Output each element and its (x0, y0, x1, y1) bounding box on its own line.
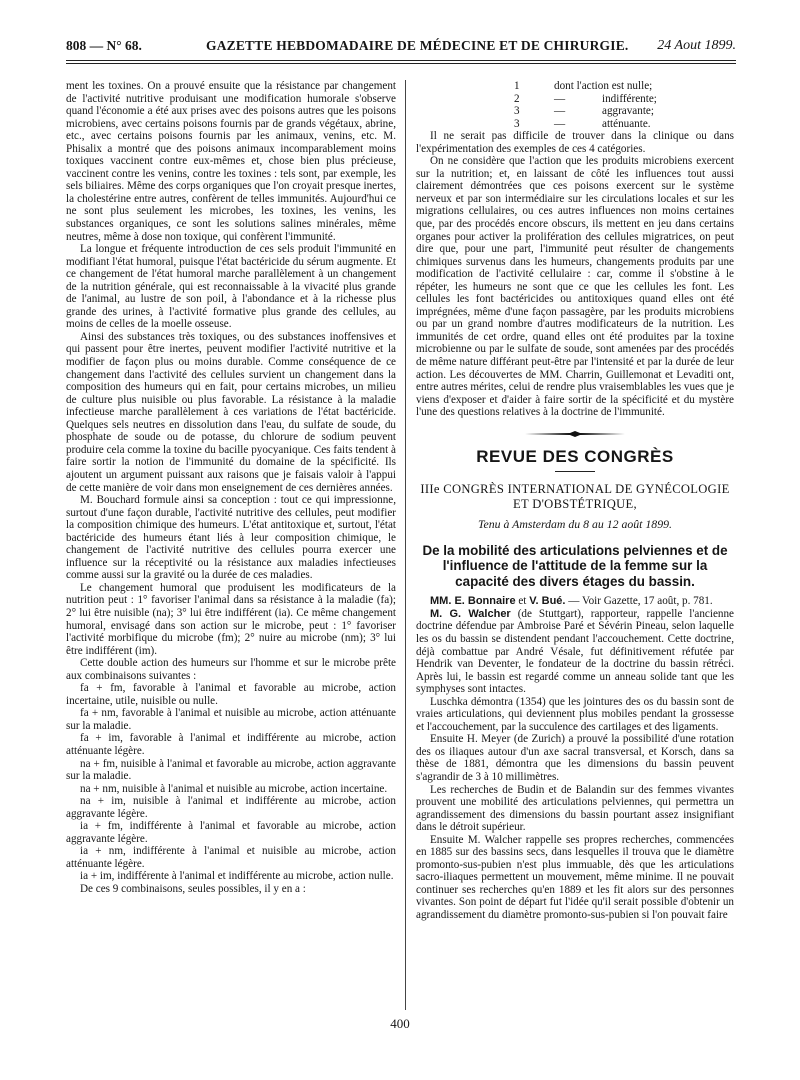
category-row (416, 105, 734, 118)
congress-title (416, 482, 734, 512)
category-row (416, 80, 734, 93)
left-column (66, 80, 396, 896)
column-divider (405, 80, 406, 1010)
paragraph: La longue et fréquente introduction de ces sels produit l'immunité en modifiant l'état humoral, puisque l'état bactéricide du sérum augmente. Et ce changement de l'état humoral marche parallèlement à un changement de la nutrition générale, qui est reconnaissable à la vivacité plus grande de l'animal, au lustre de son poil, à l'abondance et à la richesse plus grande des urines, à l'activité formative plus grande des cellules, au moins de celles de la moelle osseuse. (66, 243, 396, 331)
combination-item: fa + im, favorable à l'animal et indifférente au microbe, action atténuante légère. (66, 732, 396, 757)
category-row (416, 93, 734, 106)
combination-item: na + im, nuisible à l'animal et indifférente au microbe, action aggravante légère. (66, 795, 396, 820)
page-number: 400 (390, 1016, 410, 1031)
ditto-dash: — (554, 92, 566, 105)
paragraph (416, 608, 734, 696)
section-title: REVUE DES CONGRÈS (476, 446, 674, 466)
combination-item: fa + nm, favorable à l'animal et nuisible au microbe, action atténuante sur la maladie. (66, 707, 396, 732)
congress-title-line: ET D'OBSTÉTRIQUE, (513, 497, 637, 512)
page-issue-number: 808 — N° 68. (66, 38, 142, 53)
header-rule-bottom (66, 63, 736, 64)
journal-title: GAZETTE HEBDOMADAIRE DE MÉDECINE ET DE CHIRURGIE. (206, 38, 629, 53)
article-title: De la mobilité des articulations pelviennes et de l'influence de l'attitude de la femme sur la capacité des divers étages du bassin. (422, 542, 728, 589)
paragraph: Cette double action des humeurs sur l'homme et sur le microbe prête aux combinaisons suivantes : (66, 657, 396, 682)
paragraph: Les recherches de Budin et de Balandin sur des femmes vivantes prouvent une mobilité des articulations pelviennes, qui permettra un agrandissement des dimensions du bassin pourtant assez insignifiant dans le détroit supérieur. (416, 783, 734, 834)
category-count: 1 (514, 80, 520, 92)
ditto-dash: — (554, 105, 566, 118)
author-name: V. Bué. (529, 595, 566, 608)
title-rule (555, 471, 595, 472)
congress-dates: Tenu à Amsterdam du 8 au 12 août 1899. (478, 517, 672, 532)
combination-item: ia + nm, indifférente à l'animal et nuisible au microbe, action atténuante légère. (66, 845, 396, 870)
paragraph: ment les toxines. On a prouvé ensuite que la résistance par changement de l'activité nutritive produisant une modification humorale s'observe quand l'économie a été aux prises avec des poisons autres que les poisons microbiens, avec certains poisons fournis par de grands végétaux, abrine, etc., avec certains poisons fournis par les animaux, venins, etc. M. Phisalix a montré que des poisons animaux incomparablement moins toxiques vaccinent contre eux-mêmes et, chose bien plus précieuse, vaccinent contre les venins, contre les toxines : tels sont, par exemple, les sels biliaires. Même des corps organiques que l'on croyait presque inertes, la cholestérine entre autres, confèrent de telles immunités. Aujourd'hui ce ne sont plus seulement les microbes, les toxines, les venins, les substances organiques, ce sont les solutions salines minérales, même neutres, même à dose non toxique, qui confèrent l'immunité. (66, 80, 396, 243)
authors-reference: — Voir Gazette, 17 août, p. 781. (565, 595, 713, 608)
category-count: 3 (514, 105, 520, 118)
category-count: 2 (514, 92, 520, 105)
authors-paragraph (416, 595, 734, 608)
category-label: aggravante; (602, 105, 654, 118)
paragraph: Le changement humoral que produisent les modificateurs de la nutrition peut : 1° favoriser l'animal dans sa résistance à la maladie (fa); 2° lui être nuisible (na); 3° lui être indifférent (ia). Ce même changement humoral, envisagé dans son action sur le microbe, peut : 1° favoriser l'activité morbifique du microbe (fm); 2° nuire au microbe (nm); 3° lui être indifférent (im). (66, 581, 396, 657)
paragraph: Il ne serait pas difficile de trouver dans la clinique ou dans l'expérimentation des exemples de ces 4 catégories. (416, 130, 734, 155)
combination-item: ia + fm, indifférente à l'animal et favorable au microbe, action aggravante légère. (66, 820, 396, 845)
category-label: dont l'action est nulle; (554, 80, 653, 92)
category-label: atténuante. (602, 117, 651, 130)
speaker-name: M. G. Walcher (430, 607, 511, 620)
category-list (416, 80, 734, 130)
ditto-dash: — (554, 117, 566, 130)
paragraph-text: (de Stuttgart), rapporteur, rappelle l'ancienne doctrine défendue par Ambroise Paré et Sévérin Pineau, selon laquelle les os du bassin se distendent pendant l'accouchement. Cette doctrine, déjà combattue par André Vésale, fut définitivement réfutée par Hendrik van Deventer, le fondateur de la doctrine du bassin rétréci. Après lui, le bassin est regardé comme un anneau solide tant que les symphyses sont intactes. (416, 607, 734, 696)
combination-item: na + fm, nuisible à l'animal et favorable au microbe, action aggravante sur la maladie. (66, 757, 396, 783)
authors-conjunction: et (515, 595, 530, 608)
combination-item: na + nm, nuisible à l'animal et nuisible au microbe, action incertaine. (80, 782, 388, 795)
paragraph: Ensuite H. Meyer (de Zurich) a prouvé la possibilité d'une rotation des os iliaques autour d'un axe sacral transversal, et Korsch, dans sa thèse de 1881, démontra que les dimensions du bassin peuvent s'agrandir de 3 à 10 millimètres. (416, 733, 734, 784)
combination-item: ia + im, indifférente à l'animal et indifférente au microbe, action nulle. (80, 870, 394, 883)
paragraph: Luschka démontra (1354) que les jointures des os du bassin sont de vraies articulations, qui deviennent plus mobiles pendant la grossesse et l'accouchement, par la succulence des cartilages et des ligaments. (416, 695, 734, 733)
combination-item: fa + fm, favorable à l'animal et favorable au microbe, action incertaine, utile, nuisible ou nulle. (66, 682, 396, 707)
paragraph: On ne considère que l'action que les produits microbiens exercent sur la nutrition; et, en laissant de côté les influences tout aussi clairement démontrées que ces poisons exercent sur le système nerveux et par son intermédiaire sur les circulations locales et sur les migrations cellulaires, ou ces autres influences non moins certaines que, par des procédés encore obscurs, ils mettent en jeu dans certains organes pour activer la prolifération des cellules migratrices, on peut dire que, pour une part, l'immunité peut résulter de changements chimiques survenus dans les humeurs, changements produits par une modification de l'activité cellulaire : car, comme il s'obstine à le répéter, les humeurs ne sont que ce que les cellules les font. Les cellules les font bactéricides ou antitoxiques quand elles ont été imprégnées, même d'une façon passagère, par les produits microbiens ou par un grand nombre d'autres modificateurs de la nutrition. Les immunités de cet ordre, quand elles ont été produites par la toxine microbienne ou par le sulfate de soude, sont amenées par des procédés de même nature différant peut-être par l'intensité et par la durée de leur action. Les découvertes de MM. Charrin, Guillemonat et Levaditi ont, entre autres mérites, celui de rendre plus vraisemblables les vues que je viens d'exposer et d'aider à faire sortir de la spécificité et du mystère l'une des questions relatives à la doctrine de l'immunité. (416, 155, 735, 419)
issue-date: 24 Aout 1899. (657, 38, 736, 53)
category-row (416, 118, 734, 131)
author-names: MM. E. Bonnaire (430, 595, 516, 608)
paragraph: Ensuite M. Walcher rappelle ses propres recherches, commencées en 1885 sur des bassins secs, dans lesquelles il trouva que le diamètre promonto-sus-pubien n'est plus immuable, dès que les articulations sacro-iliaques permettent un mouvement, même minime. Il ne pouvait continuer ses recherches qu'en 1889 et les fit alors sur des personnes vivantes. Son point de départ fut l'idée qu'il serait possible d'obtenir un agrandissement du diamètre promonto-sus-pubien si l'on pouvait faire (416, 833, 734, 922)
ornament-divider (525, 431, 625, 437)
paragraph: M. Bouchard formule ainsi sa conception : tout ce qui impressionne, surtout d'une façon durable, l'activité nutritive des cellules, peut modifier la composition chimique des humeurs. L'état antitoxique et, surtout, l'état bactéricide des humeurs étant liés à leur composition chimique, le changement de l'activité nutritive des cellules pourra exercer une influence sur la réceptivité ou la résistance aux maladies infectieuses comme aussi sur la gravité ou la durée de ces maladies. (66, 494, 396, 582)
category-count: 3 (514, 117, 520, 130)
congress-title-line: IIIe CONGRÈS INTERNATIONAL DE GYNÉCOLOGIE (420, 482, 730, 497)
header-rule-top (66, 60, 736, 61)
running-header (66, 38, 736, 58)
paragraph: Ainsi des substances très toxiques, ou des substances inoffensives et qui passent pour être inertes, peuvent modifier l'activité nutritive et la modifier de façon plus ou moins durable. Comme conséquence de ce changement dans l'activité des cellules survient un changement dans la composition des humeurs qui en fait, pour certains microbes, un milieu de culture plus nuisible ou plus favorable. La résistance à la maladie infectieuse marche parallèlement à ces variations de l'état bactéricide. Quelques sels neutres en dissolution dans l'eau, du sulfate de soude, du phosphate de soude ou de potasse, du chlorure de sodium peuvent produire cela comme la toxine du bacille pyocyanique. Ces faits tendent à faire sortir la notion de l'immunité du domaine de la spécificité. Ils ajoutent un argument puissant aux raisons que je faisais valoir à l'appui de cette manière de voir dans mon enseignement de ces dernières années. (66, 330, 396, 494)
paragraph: De ces 9 combinaisons, seules possibles, il y en a : (80, 883, 306, 895)
category-label: indifférente; (602, 92, 657, 105)
right-column (416, 80, 734, 922)
